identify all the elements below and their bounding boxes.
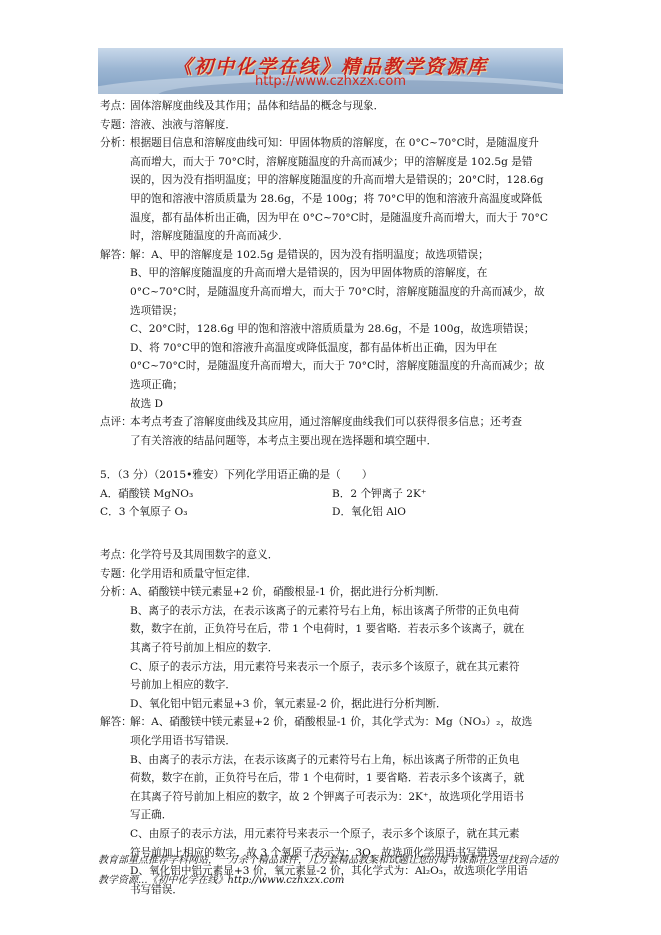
option-a: A．硝酸镁 MgNO₃ — [100, 487, 194, 500]
zhuanti-row — [100, 565, 570, 584]
fenxi-line: C、原子的表示方法，用元素符号来表示一个原子，表示多个该原子，就在其元素符 — [130, 660, 520, 673]
fenxi-line: 时，溶解度随温度的升高而减少． — [130, 230, 289, 243]
fenxi-row — [100, 583, 570, 602]
kaodian-text: 固体溶解度曲线及其作用；晶体和结晶的概念与现象． — [130, 100, 385, 112]
question-stem: 5．（3 分）（2015•雅安）下列化学用语正确的是（ ） — [100, 469, 373, 482]
footer-line: 教育部重点推荐学科网站，一万余个精品课件，几万套精品教案和试题让您的每节课都在这里找到合适的 — [98, 855, 558, 866]
dianping-line: 了有关溶液的结晶问题等，本考点主要出现在选择题和填空题中． — [130, 434, 438, 447]
jieda-line: 符号前加上相应的数字，故 3 个氧原子表示为：3O，故选项化学用语书写错误． — [130, 846, 509, 859]
kaodian-row — [100, 97, 570, 116]
kaodian-text: 化学符号及其周围数字的意义． — [130, 549, 279, 562]
fenxi-line: 数，数字在前，正负符号在后，带 1 个电荷时，1 要省略．若表示多个该离子，就在 — [130, 623, 525, 636]
fenxi-line: 号前加上相应的数字． — [130, 679, 236, 692]
jieda-line: 故选 D — [130, 397, 164, 410]
kaodian-label: 考点： — [100, 100, 132, 112]
jieda-line: 在其离子符号前加上相应的数字，故 2 个钾离子可表示为：2K⁺，故选项化学用语书 — [130, 790, 524, 803]
jieda-line: 项化学用语书写错误． — [130, 735, 236, 747]
fenxi-line: 甲的饱和溶液中溶质质量为 28.6g，不是 100g；将 70°C甲的饱和溶液升高温度或降低 — [130, 192, 543, 205]
jieda-line: 选项错误； — [130, 304, 183, 317]
zhuanti-text: 溶液、浊液与溶解度． — [130, 118, 236, 131]
options-row-1 — [100, 485, 570, 504]
fenxi-row — [100, 134, 570, 153]
jieda-line: 选项正确； — [130, 378, 183, 391]
spacer — [100, 522, 570, 546]
footer-line: 教学资源...《初中化学在线》http://www.czhxzx.com — [98, 875, 345, 886]
jieda-row — [100, 713, 570, 732]
fenxi-line: 高而增大，而大于 70°C时，溶解度随温度的升高而减少；甲的溶解度是 102.5g 是错 — [130, 155, 533, 168]
jieda-line: 0°C~70°C时，是随温度升高而增大，而大于 70°C时，溶解度随温度的升高而减少；故 — [130, 360, 545, 373]
jieda-line: 解：A、硝酸镁中镁元素显+2 价，硝酸根显-1 价，其化学式为：Mg（NO₃）₂，故选 — [130, 716, 533, 729]
dianping-label: 点评： — [100, 416, 132, 429]
document-body — [100, 97, 570, 899]
jieda-line: C、由原子的表示方法，用元素符号来表示一个原子，表示多个该原子，就在其元素 — [130, 827, 520, 840]
banner-url[interactable]: http://www.czhxzx.com — [255, 74, 406, 89]
options-row-2 — [100, 503, 570, 522]
option-c: C．3 个氧原子 O₃ — [100, 506, 188, 519]
fenxi-line: A、硝酸镁中镁元素显+2 价，硝酸根显-1 价，据此进行分析判断． — [130, 586, 446, 599]
fenxi-label: 分析： — [100, 586, 132, 599]
jieda-row — [100, 246, 570, 265]
dianping-row — [100, 413, 570, 432]
jieda-line: B、由离子的表示方法，在表示该离子的元素符号右上角，标出该离子所带的正负电 — [130, 753, 520, 766]
option-d: D．氧化铝 AlO — [332, 506, 406, 519]
header-banner — [98, 48, 563, 94]
fenxi-label: 分析： — [100, 137, 132, 150]
banner-title: 《初中化学在线》精品教学资源库 — [172, 56, 488, 78]
zhuanti-text: 化学用语和质量守恒定律． — [130, 567, 258, 580]
zhuanti-row — [100, 116, 570, 135]
fenxi-line: D、氧化铝中铝元素显+3 价，氧元素显-2 价，据此进行分析判断． — [130, 697, 447, 710]
jieda-line: 荷数，数字在前，正负符号在后，带 1 个电荷时，1 要省略．若表示多个该离子，就 — [130, 772, 525, 785]
jieda-label: 解答： — [100, 248, 132, 261]
option-b: B．2 个钾离子 2K⁺ — [332, 487, 427, 500]
zhuanti-label: 专题： — [100, 567, 132, 580]
jieda-line: B、甲的溶解度随温度的升高而增大是错误的，因为甲固体物质的溶解度，在 — [130, 267, 488, 280]
jieda-line: C、20°C时，128.6g 甲的饱和溶液中溶质质量为 28.6g，不是 100g，故选项错误； — [130, 323, 535, 336]
spacer — [100, 450, 570, 466]
zhuanti-label: 专题： — [100, 118, 132, 131]
jieda-line: 解：A、甲的溶解度是 102.5g 是错误的，因为没有指明温度；故选项错误； — [130, 248, 489, 261]
fenxi-line: 误的，因为没有指明温度；甲的溶解度随温度的升高而增大是错误的；20°C时，128.6g — [130, 174, 544, 187]
jieda-line: D、氧化铝中铝元素显+3 价，氧元素显-2 价，其化学式为：Al₂O₃，故选项化学用语 — [130, 865, 528, 878]
dianping-line: 本考点考查了溶解度曲线及其应用，通过溶解度曲线我们可以获得很多信息；还考查 — [130, 416, 522, 429]
jieda-line: 写正确． — [130, 809, 173, 822]
fenxi-line: 温度，都有晶体析出正确，因为甲在 0°C~70°C时，是随温度升高而增大，而大于 70°C — [130, 211, 548, 224]
fenxi-line: 其离子符号前加上相应的数字． — [130, 642, 279, 655]
page-footer — [98, 851, 568, 891]
jieda-line: 书写错误． — [130, 883, 183, 896]
jieda-line: D、将 70°C甲的饱和溶液升高温度或降低温度，都有晶体析出正确，因为甲在 — [130, 341, 498, 354]
fenxi-line: 根据题目信息和溶解度曲线可知：甲固体物质的溶解度，在 0°C~70°C时，是随温度升 — [130, 137, 539, 150]
jieda-line: 0°C~70°C时，是随温度升高而增大，而大于 70°C时，溶解度随温度的升高而减少，故 — [130, 285, 545, 298]
fenxi-line: B、离子的表示方法，在表示该离子的元素符号右上角，标出该离子所带的正负电荷 — [130, 604, 520, 617]
jieda-label: 解答： — [100, 716, 132, 729]
kaodian-row — [100, 546, 570, 565]
kaodian-label: 考点： — [100, 549, 132, 562]
